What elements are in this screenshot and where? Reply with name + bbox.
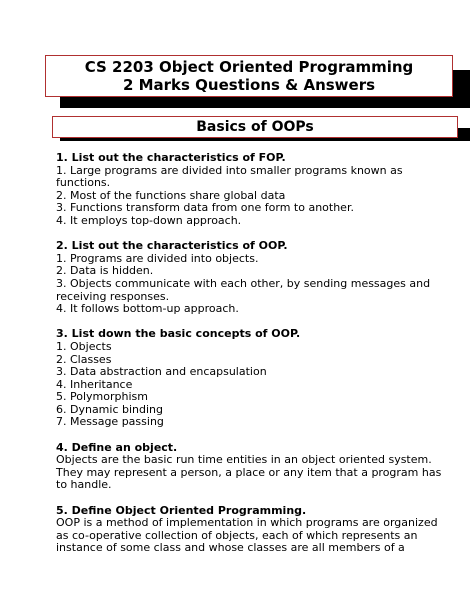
answer-1-line-4: 3. Functions transform data from one form to another.: [56, 201, 354, 215]
answer-3-line-6: 6. Dynamic binding: [56, 402, 164, 416]
answer-4-line-3: to handle.: [56, 478, 112, 492]
answer-3-line-3: 3. Data abstraction and encapsulation: [56, 365, 267, 379]
answer-2-line-5: 4. It follows bottom-up approach.: [56, 302, 239, 316]
qa-content: [56, 152, 461, 568]
answer-2-line-4: receiving responses.: [56, 289, 170, 303]
qa-item-1: [56, 152, 461, 228]
qa-item-4: [56, 442, 461, 492]
qa-item-3: [56, 328, 461, 429]
answer-1-line-2: functions.: [56, 176, 111, 190]
answer-3-line-2: 2. Classes: [56, 352, 112, 366]
answer-5-line-1: OOP is a method of implementation in which programs are organized: [56, 516, 438, 530]
answer-3-line-4: 4. Inheritance: [56, 377, 133, 391]
section-heading-box: [52, 116, 458, 138]
qa-item-5: [56, 505, 461, 555]
answer-5-line-2: as co-operative collection of objects, each of which represents an: [56, 528, 418, 542]
question-1: 1. List out the characteristics of FOP.: [56, 151, 286, 164]
section-heading: Basics of OOPs: [196, 119, 314, 135]
answer-3-line-5: 5. Polymorphism: [56, 390, 148, 404]
answer-1-line-1: 1. Large programs are divided into smaller programs known as: [56, 163, 403, 177]
question-3: 3. List down the basic concepts of OOP.: [56, 327, 301, 341]
question-2: 2. List out the characteristics of OOP.: [56, 239, 288, 253]
qa-item-2: [56, 240, 461, 316]
answer-4-line-1: Objects are the basic run time entities in an object oriented system.: [56, 453, 432, 467]
question-5: 5. Define Object Oriented Programming.: [56, 503, 307, 517]
answer-2-line-2: 2. Data is hidden.: [56, 264, 154, 278]
answer-2-line-1: 1. Programs are divided into objects.: [56, 251, 259, 265]
answer-3-line-1: 1. Objects: [56, 339, 112, 353]
document-title-line2: 2 Marks Questions & Answers: [122, 76, 376, 94]
document-title-box: [45, 55, 453, 97]
answer-1-line-3: 2. Most of the functions share global data: [56, 188, 286, 202]
question-4: 4. Define an object.: [56, 440, 178, 454]
answer-2-line-3: 3. Objects communicate with each other, by sending messages and: [56, 276, 431, 290]
answer-5-line-3: instance of some class and whose classes are all members of a: [56, 541, 405, 555]
answer-1-line-5: 4. It employs top-down approach.: [56, 213, 242, 227]
answer-3-line-7: 7. Message passing: [56, 415, 164, 429]
document-title-line1: CS 2203 Object Oriented Programming: [84, 58, 414, 76]
answer-4-line-2: They may represent a person, a place or any item that a program has: [56, 465, 442, 479]
